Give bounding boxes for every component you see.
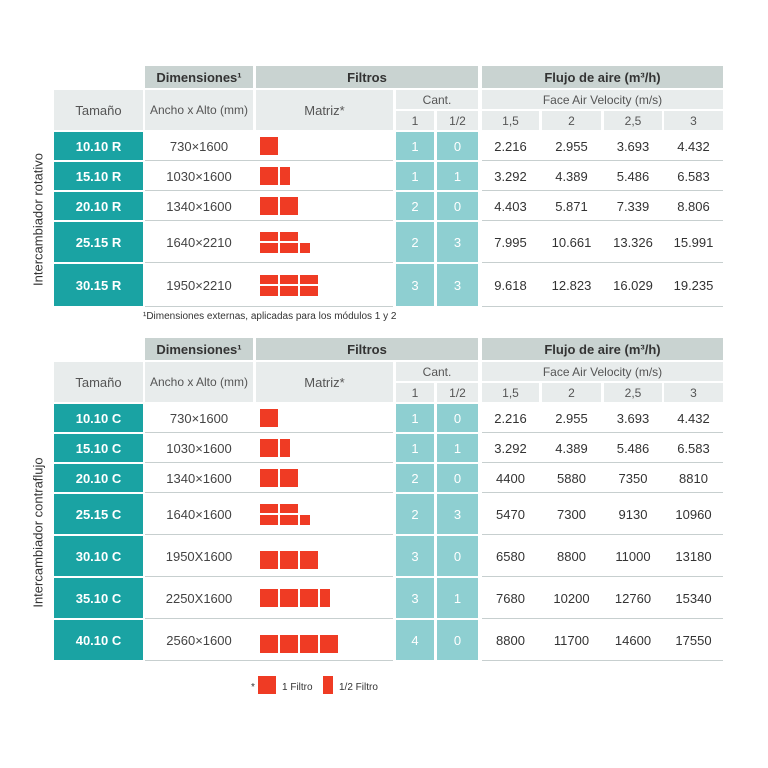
- flow-cell: 16.029: [613, 277, 653, 293]
- flow-cell: 6580: [496, 548, 525, 564]
- qty-full-cell: 3: [396, 578, 434, 618]
- flow-cell: 15340: [675, 590, 712, 606]
- flow-cell: 6.583: [677, 168, 710, 184]
- cant-col-half: 1/2: [437, 111, 478, 130]
- size-cell: 20.10 R: [54, 192, 143, 220]
- flow-cell: 10200: [553, 590, 590, 606]
- row-divider: [482, 576, 723, 577]
- filter-block: [260, 409, 278, 427]
- flow-cell: 6.583: [677, 440, 710, 456]
- qty-full-cell: 2: [396, 464, 434, 492]
- tamano-header: Tamaño: [54, 362, 143, 402]
- flow-cell: 7.995: [494, 234, 527, 250]
- row-divider: [145, 432, 393, 433]
- qty-full-cell: 3: [396, 264, 434, 306]
- flow-cell: 14600: [614, 632, 652, 648]
- filter-block: [260, 504, 278, 513]
- velocity-col-0: 1,5: [482, 383, 539, 402]
- flow-cell: 10960: [675, 506, 712, 522]
- row-divider: [482, 220, 723, 221]
- flow-cell: 4400: [496, 470, 525, 486]
- flow-cell: 10.661: [551, 234, 592, 250]
- row-divider: [482, 160, 723, 161]
- dimension-cell: 2250X1600: [165, 590, 233, 606]
- cant-col-1: 1: [396, 111, 434, 130]
- qty-full-cell: 2: [396, 222, 434, 262]
- filter-block: [300, 551, 318, 569]
- dimension-cell: 2560×1600: [166, 632, 232, 648]
- legend-full-label: 1 Filtro: [282, 682, 313, 693]
- size-cell: 15.10 C: [54, 434, 143, 462]
- qty-half-cell: 3: [437, 222, 478, 262]
- flow-cell: 8810: [679, 470, 708, 486]
- flow-cell: 8.806: [677, 198, 710, 214]
- qty-half-cell: 1: [437, 162, 478, 190]
- tamano-header: Tamaño: [54, 90, 143, 130]
- row-divider: [145, 576, 393, 577]
- flow-cell: 15.991: [673, 234, 714, 250]
- ancho-alto-header: Ancho x Alto (mm): [145, 362, 253, 402]
- row-divider: [482, 190, 723, 191]
- qty-half-cell: 1: [437, 578, 478, 618]
- size-cell: 35.10 C: [54, 578, 143, 618]
- dimensiones-header: Dimensiones¹: [145, 66, 253, 88]
- flow-cell: 3.292: [494, 168, 527, 184]
- row-divider: [145, 462, 393, 463]
- row-divider: [482, 432, 723, 433]
- qty-half-cell: 0: [437, 404, 478, 432]
- dimension-cell: 1030×1600: [166, 168, 232, 184]
- filter-block: [260, 167, 278, 185]
- qty-half-cell: 0: [437, 620, 478, 660]
- qty-full-cell: 1: [396, 132, 434, 160]
- filter-block: [280, 439, 290, 457]
- flow-cell: 17550: [675, 632, 712, 648]
- side-label: Intercambiador contraflujo: [30, 457, 46, 608]
- filter-block: [280, 197, 298, 215]
- flow-cell: 7300: [557, 506, 586, 522]
- flow-cell: 8800: [557, 548, 586, 564]
- face-velocity-header: Face Air Velocity (m/s): [482, 90, 723, 109]
- row-divider: [145, 534, 393, 535]
- flow-cell: 5.486: [616, 440, 650, 456]
- velocity-col-0: 1,5: [482, 111, 539, 130]
- dimension-cell: 1030×1600: [166, 440, 232, 456]
- filter-block: [300, 515, 310, 525]
- filter-block: [280, 275, 298, 284]
- flow-cell: 11700: [553, 632, 590, 648]
- filter-block: [260, 439, 278, 457]
- flow-cell: 4.389: [555, 440, 588, 456]
- flow-cell: 7350: [618, 470, 648, 486]
- flow-cell: 3.292: [494, 440, 527, 456]
- size-cell: 40.10 C: [54, 620, 143, 660]
- side-label: Intercambiador rotativo: [30, 153, 46, 286]
- row-divider: [482, 492, 723, 493]
- flow-cell: 12760: [614, 590, 652, 606]
- row-divider: [482, 534, 723, 535]
- dimension-cell: 1950X1600: [165, 548, 233, 564]
- flow-cell: 2.955: [555, 410, 588, 426]
- legend-half-swatch: [323, 676, 333, 694]
- qty-full-cell: 2: [396, 494, 434, 534]
- row-divider: [145, 160, 393, 161]
- filter-block: [260, 197, 278, 215]
- flow-cell: 11000: [615, 548, 651, 564]
- filter-block: [300, 243, 310, 253]
- velocity-col-3: 3: [664, 111, 723, 130]
- cant-col-half: 1/2: [437, 383, 478, 402]
- qty-full-cell: 2: [396, 192, 434, 220]
- flow-cell: 7680: [496, 590, 525, 606]
- flow-cell: 13.326: [613, 234, 653, 250]
- qty-half-cell: 3: [437, 494, 478, 534]
- filter-block: [260, 515, 278, 525]
- filter-block: [260, 232, 278, 241]
- filter-block: [260, 286, 278, 296]
- flow-cell: 4.432: [677, 410, 710, 426]
- filter-block: [280, 635, 298, 653]
- row-divider: [482, 462, 723, 463]
- flow-cell: 2.955: [555, 138, 588, 154]
- filter-block: [260, 275, 278, 284]
- row-divider: [145, 492, 393, 493]
- ancho-alto-header: Ancho x Alto (mm): [145, 90, 253, 130]
- legend-marker: *: [251, 682, 255, 693]
- velocity-col-1: 2: [542, 383, 601, 402]
- flow-cell: 3.693: [616, 410, 650, 426]
- filter-block: [320, 589, 330, 607]
- flow-cell: 5880: [557, 470, 586, 486]
- filter-block: [260, 589, 278, 607]
- row-divider: [145, 190, 393, 191]
- filter-block: [300, 275, 318, 284]
- qty-half-cell: 0: [437, 192, 478, 220]
- dimension-cell: 1950×2210: [166, 277, 232, 293]
- qty-full-cell: 1: [396, 162, 434, 190]
- filter-block: [260, 469, 278, 487]
- dimension-cell: 730×1600: [169, 138, 229, 154]
- flow-cell: 13180: [675, 548, 712, 564]
- filtros-header: Filtros: [256, 338, 478, 360]
- cant-col-1: 1: [396, 383, 434, 402]
- qty-full-cell: 3: [396, 536, 434, 576]
- flow-cell: 2.216: [494, 138, 527, 154]
- size-cell: 15.10 R: [54, 162, 143, 190]
- flow-cell: 8800: [496, 632, 525, 648]
- velocity-col-2: 2,5: [604, 111, 662, 130]
- flow-cell: 9130: [618, 506, 648, 522]
- velocity-col-3: 3: [664, 383, 723, 402]
- flow-cell: 12.823: [551, 277, 592, 293]
- dimension-cell: 1640×1600: [166, 506, 232, 522]
- qty-half-cell: 3: [437, 264, 478, 306]
- dimension-cell: 730×1600: [169, 410, 229, 426]
- flow-cell: 9.618: [494, 277, 527, 293]
- filter-block: [300, 286, 318, 296]
- cant-header: Cant.: [396, 90, 478, 109]
- flow-cell: 19.235: [673, 277, 714, 293]
- row-divider: [145, 306, 393, 307]
- flow-cell: 3.693: [616, 138, 650, 154]
- filter-block: [260, 551, 278, 569]
- qty-full-cell: 4: [396, 620, 434, 660]
- dimension-cell: 1340×1600: [166, 470, 232, 486]
- filter-block: [260, 635, 278, 653]
- filter-block: [300, 635, 318, 653]
- filtros-header: Filtros: [256, 66, 478, 88]
- size-cell: 30.15 R: [54, 264, 143, 306]
- legend-half-label: 1/2 Filtro: [339, 682, 378, 693]
- row-divider: [482, 306, 723, 307]
- size-cell: 20.10 C: [54, 464, 143, 492]
- cant-header: Cant.: [396, 362, 478, 381]
- filter-block: [280, 232, 298, 241]
- flow-cell: 5.486: [616, 168, 650, 184]
- filter-block: [280, 469, 298, 487]
- row-divider: [145, 660, 393, 661]
- row-divider: [145, 262, 393, 263]
- filter-block: [320, 635, 338, 653]
- dimensiones-header: Dimensiones¹: [145, 338, 253, 360]
- flow-cell: 5470: [496, 506, 525, 522]
- flow-cell: 2.216: [494, 410, 527, 426]
- flow-cell: 4.432: [677, 138, 710, 154]
- filter-block: [280, 286, 298, 296]
- dimension-cell: 1340×1600: [166, 198, 232, 214]
- matriz-header: Matriz*: [256, 362, 393, 402]
- footnote: ¹Dimensiones externas, aplicadas para los módulos 1 y 2: [143, 311, 397, 322]
- row-divider: [145, 220, 393, 221]
- size-cell: 25.15 R: [54, 222, 143, 262]
- qty-half-cell: 0: [437, 132, 478, 160]
- row-divider: [482, 618, 723, 619]
- qty-full-cell: 1: [396, 404, 434, 432]
- size-cell: 30.10 C: [54, 536, 143, 576]
- flow-cell: 5.871: [555, 198, 588, 214]
- filter-block: [260, 243, 278, 253]
- filter-block: [280, 551, 298, 569]
- flow-cell: 7.339: [616, 198, 650, 214]
- row-divider: [145, 618, 393, 619]
- dimension-cell: 1640×2210: [166, 234, 232, 250]
- velocity-col-2: 2,5: [604, 383, 662, 402]
- filter-block: [280, 504, 298, 513]
- qty-full-cell: 1: [396, 434, 434, 462]
- size-cell: 10.10 R: [54, 132, 143, 160]
- qty-half-cell: 0: [437, 536, 478, 576]
- flujo-header: Flujo de aire (m³/h): [482, 66, 723, 88]
- matriz-header: Matriz*: [256, 90, 393, 130]
- filter-block: [280, 243, 298, 253]
- flujo-header: Flujo de aire (m³/h): [482, 338, 723, 360]
- size-cell: 10.10 C: [54, 404, 143, 432]
- flow-cell: 4.389: [555, 168, 588, 184]
- filter-block: [280, 589, 298, 607]
- qty-half-cell: 1: [437, 434, 478, 462]
- legend-full-swatch: [258, 676, 276, 694]
- qty-half-cell: 0: [437, 464, 478, 492]
- filter-block: [260, 137, 278, 155]
- face-velocity-header: Face Air Velocity (m/s): [482, 362, 723, 381]
- filter-block: [300, 589, 318, 607]
- velocity-col-1: 2: [542, 111, 601, 130]
- size-cell: 25.15 C: [54, 494, 143, 534]
- filter-block: [280, 167, 290, 185]
- filter-block: [280, 515, 298, 525]
- row-divider: [482, 262, 723, 263]
- flow-cell: 4.403: [494, 198, 527, 214]
- row-divider: [482, 660, 723, 661]
